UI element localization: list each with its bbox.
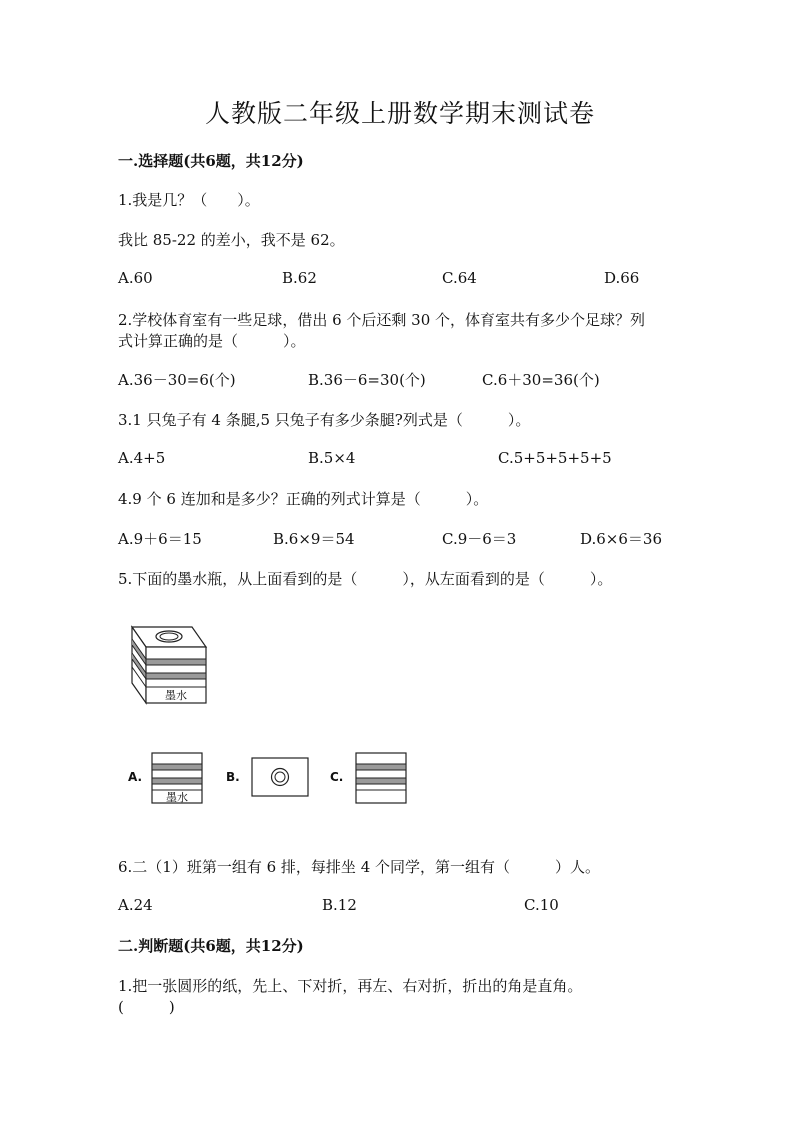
q6-option-b: B.12 bbox=[322, 896, 357, 914]
q5-option-b: B. bbox=[226, 770, 240, 784]
question-5-stem: 5.下面的墨水瓶，从上面看到的是（ ），从左面看到的是（ ）。 bbox=[118, 570, 613, 588]
q3-option-a: A.4+5 bbox=[118, 449, 166, 467]
q5-option-a-figure bbox=[151, 752, 203, 804]
q5-option-b-figure bbox=[251, 757, 309, 797]
q2-option-a: A.36－30=6(个) bbox=[118, 371, 236, 389]
question-2-stem-line2: 式计算正确的是（ ）。 bbox=[118, 332, 306, 350]
q4-option-b: B.6×9＝54 bbox=[273, 530, 355, 548]
q4-option-d: D.6×6＝36 bbox=[580, 530, 663, 548]
ink-label-a: 墨水 bbox=[166, 791, 188, 804]
q1-option-b: B.62 bbox=[282, 269, 317, 287]
q4-option-c: C.9－6＝3 bbox=[442, 530, 517, 548]
section-heading-choice: 一.选择题(共6题，共12分) bbox=[118, 152, 304, 170]
question-2-stem-line1: 2.学校体育室有一些足球，借出 6 个后还剩 30 个，体育室共有多少个足球？列 bbox=[118, 311, 646, 329]
q1-option-c: C.64 bbox=[442, 269, 477, 287]
question-4-stem: 4.9 个 6 连加和是多少？正确的列式计算是（ ）。 bbox=[118, 490, 489, 508]
q1-option-d: D.66 bbox=[604, 269, 640, 287]
q3-option-b: B.5×4 bbox=[308, 449, 356, 467]
q1-option-a: A.60 bbox=[118, 269, 153, 287]
page-title: 人教版二年级上册数学期末测试卷 bbox=[204, 99, 595, 128]
section-heading-judgement: 二.判断题(共6题，共12分) bbox=[118, 937, 304, 955]
q2-option-b: B.36－6=30(个) bbox=[308, 371, 426, 389]
question-1-stem: 1.我是几？（ ）。 bbox=[118, 191, 260, 209]
judgement-1-stem: 1.把一张圆形的纸，先上、下对折，再左、右对折，折出的角是直角。 bbox=[118, 977, 583, 995]
q6-option-c: C.10 bbox=[524, 896, 559, 914]
q6-option-a: A.24 bbox=[118, 896, 153, 914]
question-1-hint: 我比 85-22 的差小，我不是 62。 bbox=[118, 231, 345, 249]
question-6-stem: 6.二（1）班第一组有 6 排，每排坐 4 个同学，第一组有（ ）人。 bbox=[118, 858, 601, 876]
q4-option-a: A.9＋6＝15 bbox=[118, 530, 202, 548]
judgement-1-blank: ( ) bbox=[118, 998, 175, 1016]
ink-bottle-figure bbox=[128, 625, 210, 705]
q5-option-a: A. bbox=[128, 770, 143, 784]
q5-option-c-figure bbox=[355, 752, 407, 804]
question-3-stem: 3.1 只兔子有 4 条腿,5 只兔子有多少条腿?列式是（ ）。 bbox=[118, 411, 531, 429]
q5-option-c: C. bbox=[330, 770, 344, 784]
q2-option-c: C.6＋30=36(个) bbox=[482, 371, 600, 389]
ink-label: 墨水 bbox=[165, 689, 187, 702]
q3-option-c: C.5+5+5+5+5 bbox=[498, 449, 612, 467]
